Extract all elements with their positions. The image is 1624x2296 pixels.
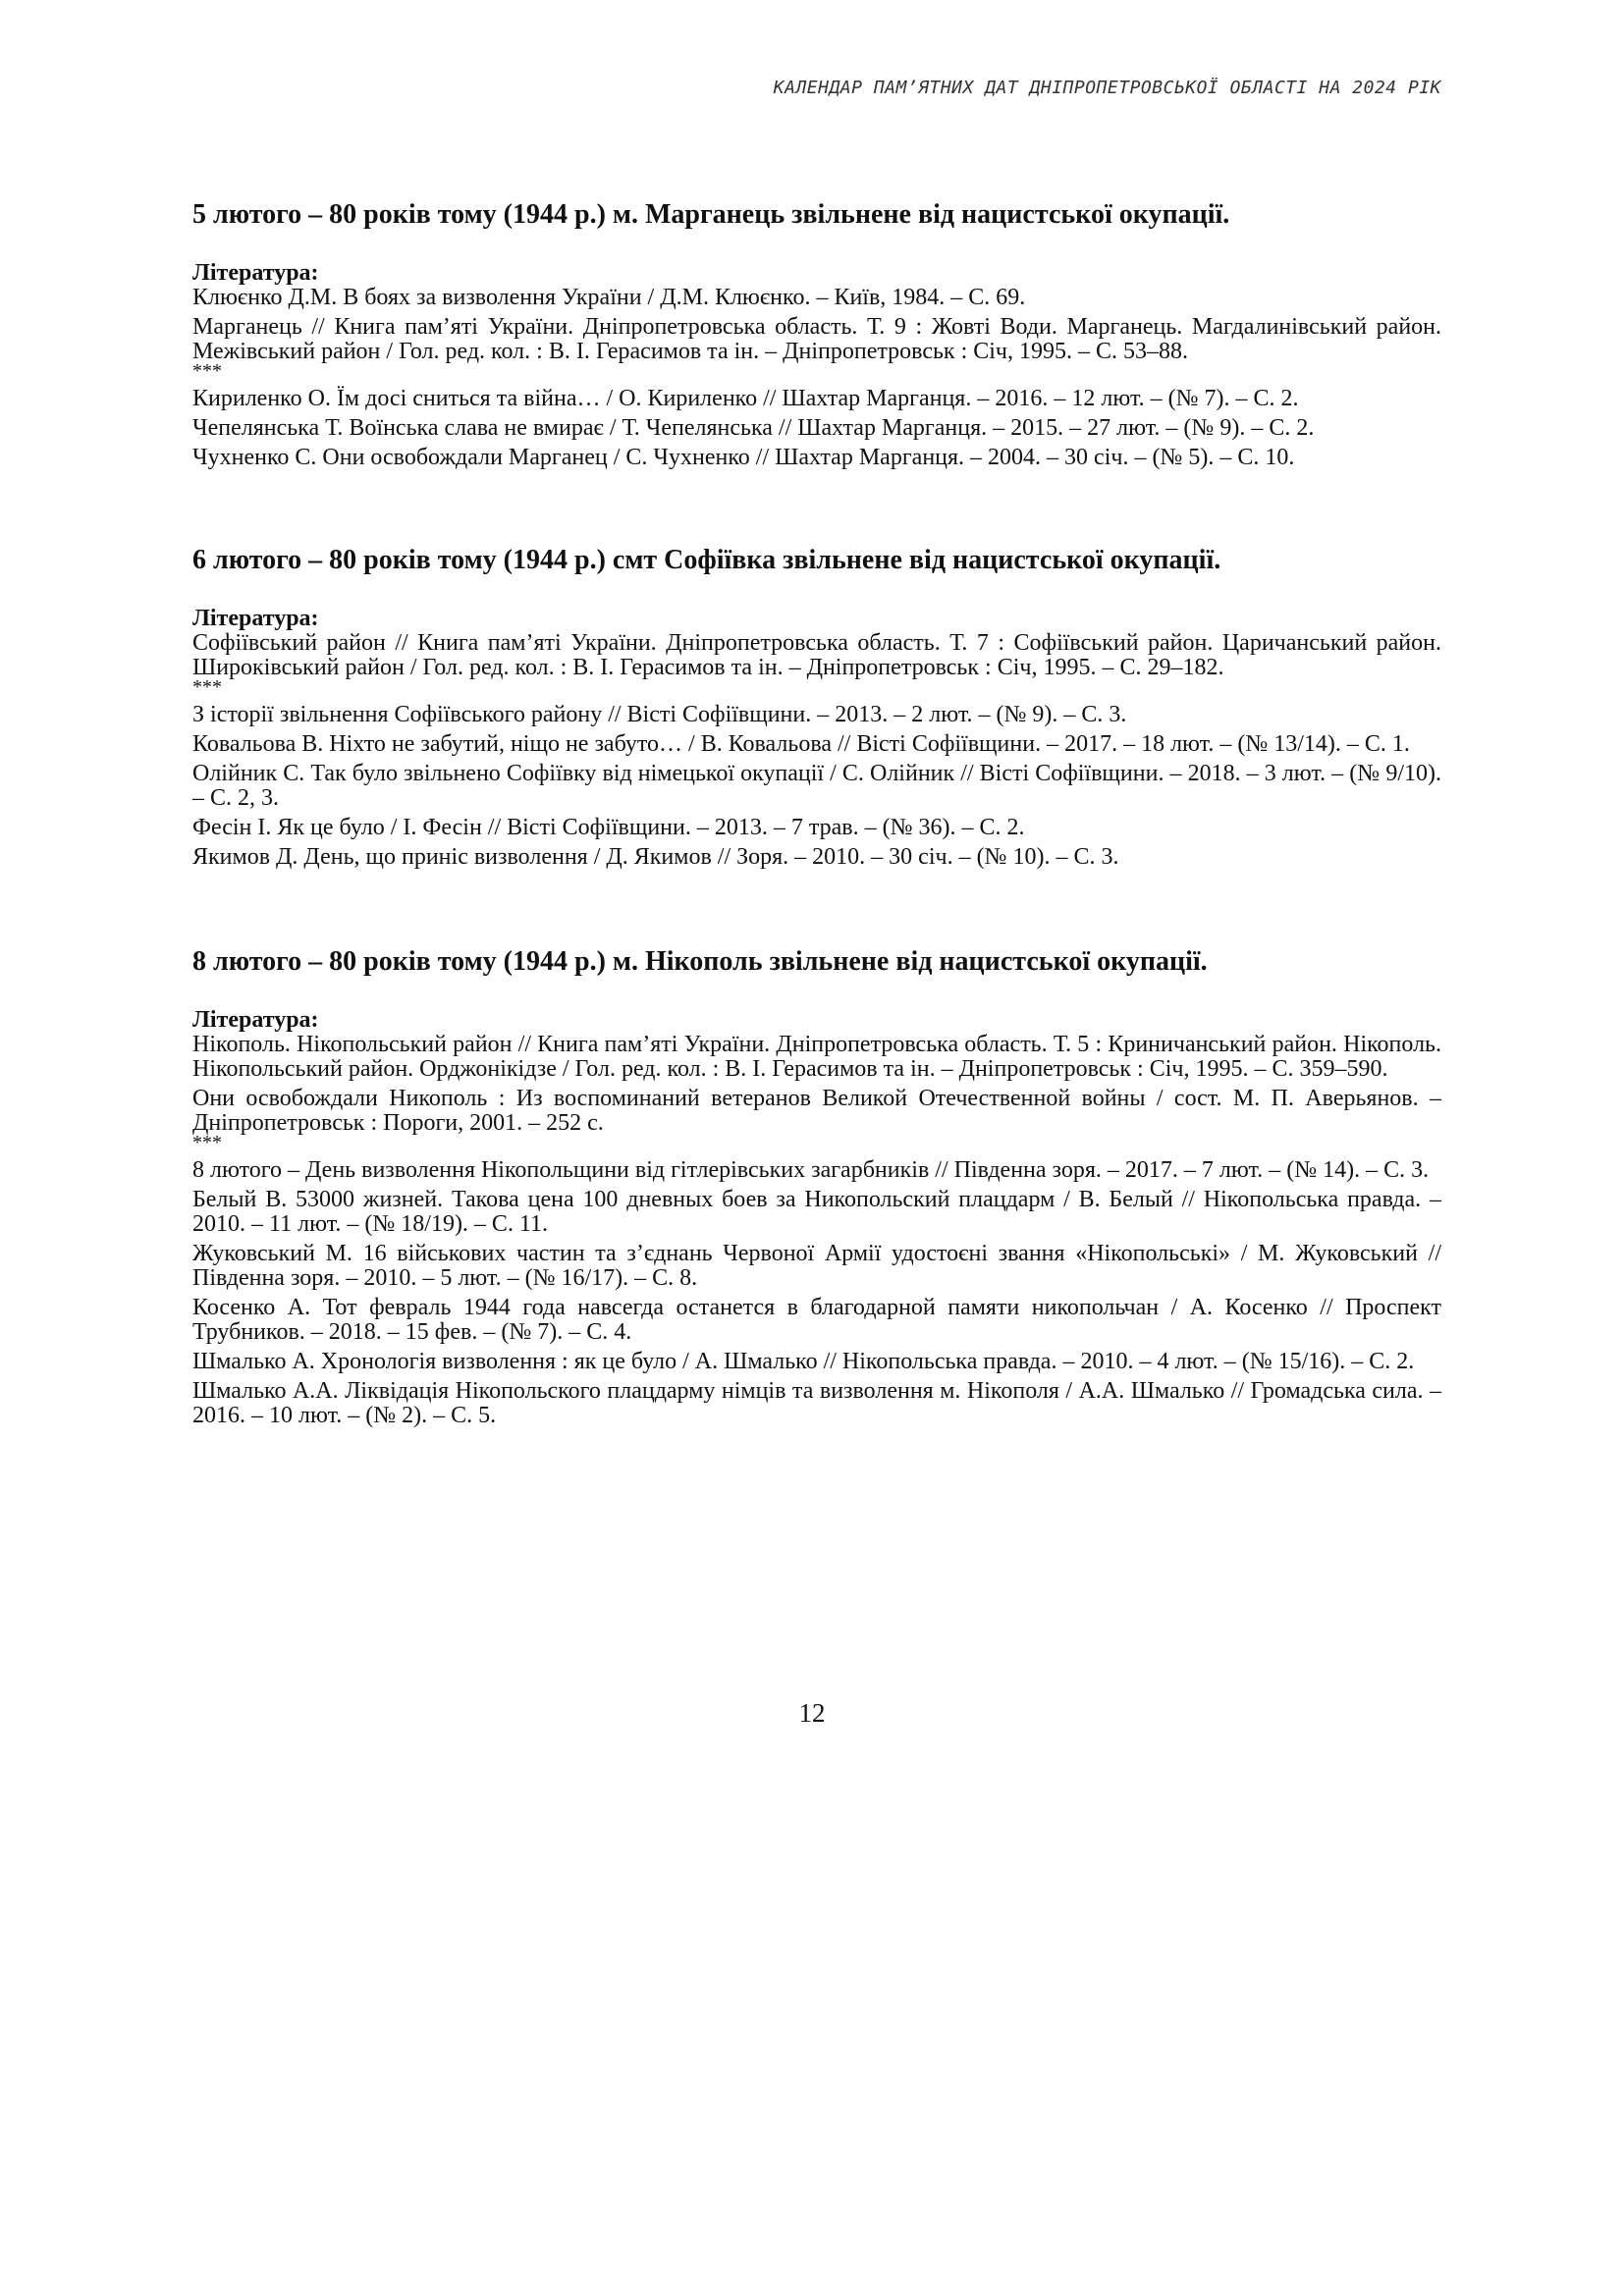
bibliography-entry: Косенко А. Тот февраль 1944 года навсегда останется в благодарной памяти никопольчан / А. Косенко // Проспект Трубников. – 2018. – 15 фев. – (№ 7). – С. 4. bbox=[192, 1295, 1441, 1345]
bibliography-entry: Шмалько А. Хронологія визволення : як це було / А. Шмалько // Нікопольська правда. – 2010. – 4 лют. – (№ 15/16). – С. 2. bbox=[192, 1349, 1415, 1374]
bibliography-entry: Нікополь. Нікопольський район // Книга пам’яті України. Дніпропетровська область. Т. 5 : Криничанський район. Нікополь. Нікопольський район. Орджонікідзе / Гол. ред. кол. : В. І. Герасимов та ін. – Дніпропетровськ : Січ, 1995. – С. 359–590. bbox=[192, 1032, 1441, 1082]
bibliography-entry: Клюєнко Д.М. В боях за визволення України / Д.М. Клюєнко. – Київ, 1984. – С. 69. bbox=[192, 285, 1026, 310]
event-title: 6 лютого – 80 років тому (1944 р.) смт Софіївка звільнене від нацистської окупації. bbox=[192, 545, 1221, 575]
bibliography-entry: Марганець // Книга пам’яті України. Дніпропетровська область. Т. 9 : Жовті Води. Марганець. Магдалинівський район. Межівський район / Гол. ред. кол. : В. І. Герасимов та ін. – Дніпропетровськ : Січ, 1995. – С. 53–88. bbox=[192, 314, 1441, 364]
bibliography-entry: З історії звільнення Софіївського району // Вісті Софіївщини. – 2013. – 2 лют. – (№ 9). – С. 3. bbox=[192, 702, 1127, 727]
literature-label: Література: bbox=[192, 260, 319, 286]
literature-label: Література: bbox=[192, 1007, 319, 1033]
bibliography-entry: 8 лютого – День визволення Нікопольщини від гітлерівських загарбників // Південна зоря. – 2017. – 7 лют. – (№ 14). – С. 3. bbox=[192, 1157, 1430, 1183]
page-content bbox=[192, 196, 1441, 1433]
event-title: 8 лютого – 80 років тому (1944 р.) м. Нікополь звільнене від нацистської окупації. bbox=[192, 946, 1208, 977]
separator-stars: *** bbox=[192, 1132, 222, 1153]
bibliography-entry: Чухненко С. Они освобождали Марганец / С. Чухненко // Шахтар Марганця. – 2004. – 30 січ. – (№ 5). – С. 10. bbox=[192, 445, 1295, 470]
bibliography-entry: Кириленко О. Їм досі сниться та війна… / О. Кириленко // Шахтар Марганця. – 2016. – 12 лют. – (№ 7). – С. 2. bbox=[192, 386, 1299, 411]
bibliography-entry: Чепелянська Т. Воїнська слава не вмирає / Т. Чепелянська // Шахтар Марганця. – 2015. – 27 лют. – (№ 9). – С. 2. bbox=[192, 415, 1315, 441]
bibliography-entry: Жуковський М. 16 військових частин та з’єднань Червоної Армії удостоєні звання «Нікопольські» / М. Жуковський // Південна зоря. – 2010. – 5 лют. – (№ 16/17). – С. 8. bbox=[192, 1241, 1441, 1291]
bibliography-entry: Шмалько А.А. Ліквідація Нікопольского плацдарму німців та визволення м. Нікополя / А.А. Шмалько // Громадська сила. – 2016. – 10 лют. – (№ 2). – С. 5. bbox=[192, 1378, 1441, 1428]
bibliography-entry: Олійник С. Так було звільнено Софіївку від німецької окупації / С. Олійник // Вісті Софіївщини. – 2018. – 3 лют. – (№ 9/10). – С. 2, 3. bbox=[192, 761, 1441, 811]
bibliography-entry: Они освобождали Никополь : Из воспоминаний ветеранов Великой Отечественной войны / сост. М. П. Аверьянов. – Дніпропетровськ : Пороги, 2001. – 252 с. bbox=[192, 1086, 1441, 1136]
running-header: КАЛЕНДАР ПАМ’ЯТНИХ ДАТ ДНІПРОПЕТРОВСЬКОЇ ОБЛАСТІ НА 2024 РІК bbox=[773, 78, 1441, 98]
page-number: 12 bbox=[798, 1698, 826, 1728]
event-title: 5 лютого – 80 років тому (1944 р.) м. Марганець звільнене від нацистської окупації. bbox=[192, 199, 1230, 230]
event-section-nikopol bbox=[192, 943, 1441, 1428]
bibliography-entry: Фесін І. Як це було / І. Фесін // Вісті Софіївщини. – 2013. – 7 трав. – (№ 36). – С. 2. bbox=[192, 815, 1025, 840]
event-section-marhanets bbox=[192, 196, 1441, 470]
separator-stars: *** bbox=[192, 676, 222, 698]
bibliography-entry: Софіївський район // Книга пам’яті України. Дніпропетровська область. Т. 7 : Софіївський район. Царичанський район. Широківський район / Гол. ред. кол. : В. І. Герасимов та ін. – Дніпропетровськ : Січ, 1995. – С. 29–182. bbox=[192, 630, 1441, 680]
bibliography-entry: Белый В. 53000 жизней. Такова цена 100 дневных боев за Никопольский плацдарм / В. Белый // Нікопольська правда. – 2010. – 11 лют. – (№ 18/19). – С. 11. bbox=[192, 1187, 1441, 1237]
bibliography-entry: Якимов Д. День, що приніс визволення / Д. Якимов // Зоря. – 2010. – 30 січ. – (№ 10). – С. 3. bbox=[192, 844, 1119, 870]
event-section-sofiivka bbox=[192, 542, 1441, 870]
bibliography-entry: Ковальова В. Ніхто не забутий, ніщо не забуто… / В. Ковальова // Вісті Софіївщини. – 2017. – 18 лют. – (№ 13/14). – С. 1. bbox=[192, 731, 1410, 757]
literature-label: Література: bbox=[192, 606, 319, 631]
separator-stars: *** bbox=[192, 360, 222, 382]
